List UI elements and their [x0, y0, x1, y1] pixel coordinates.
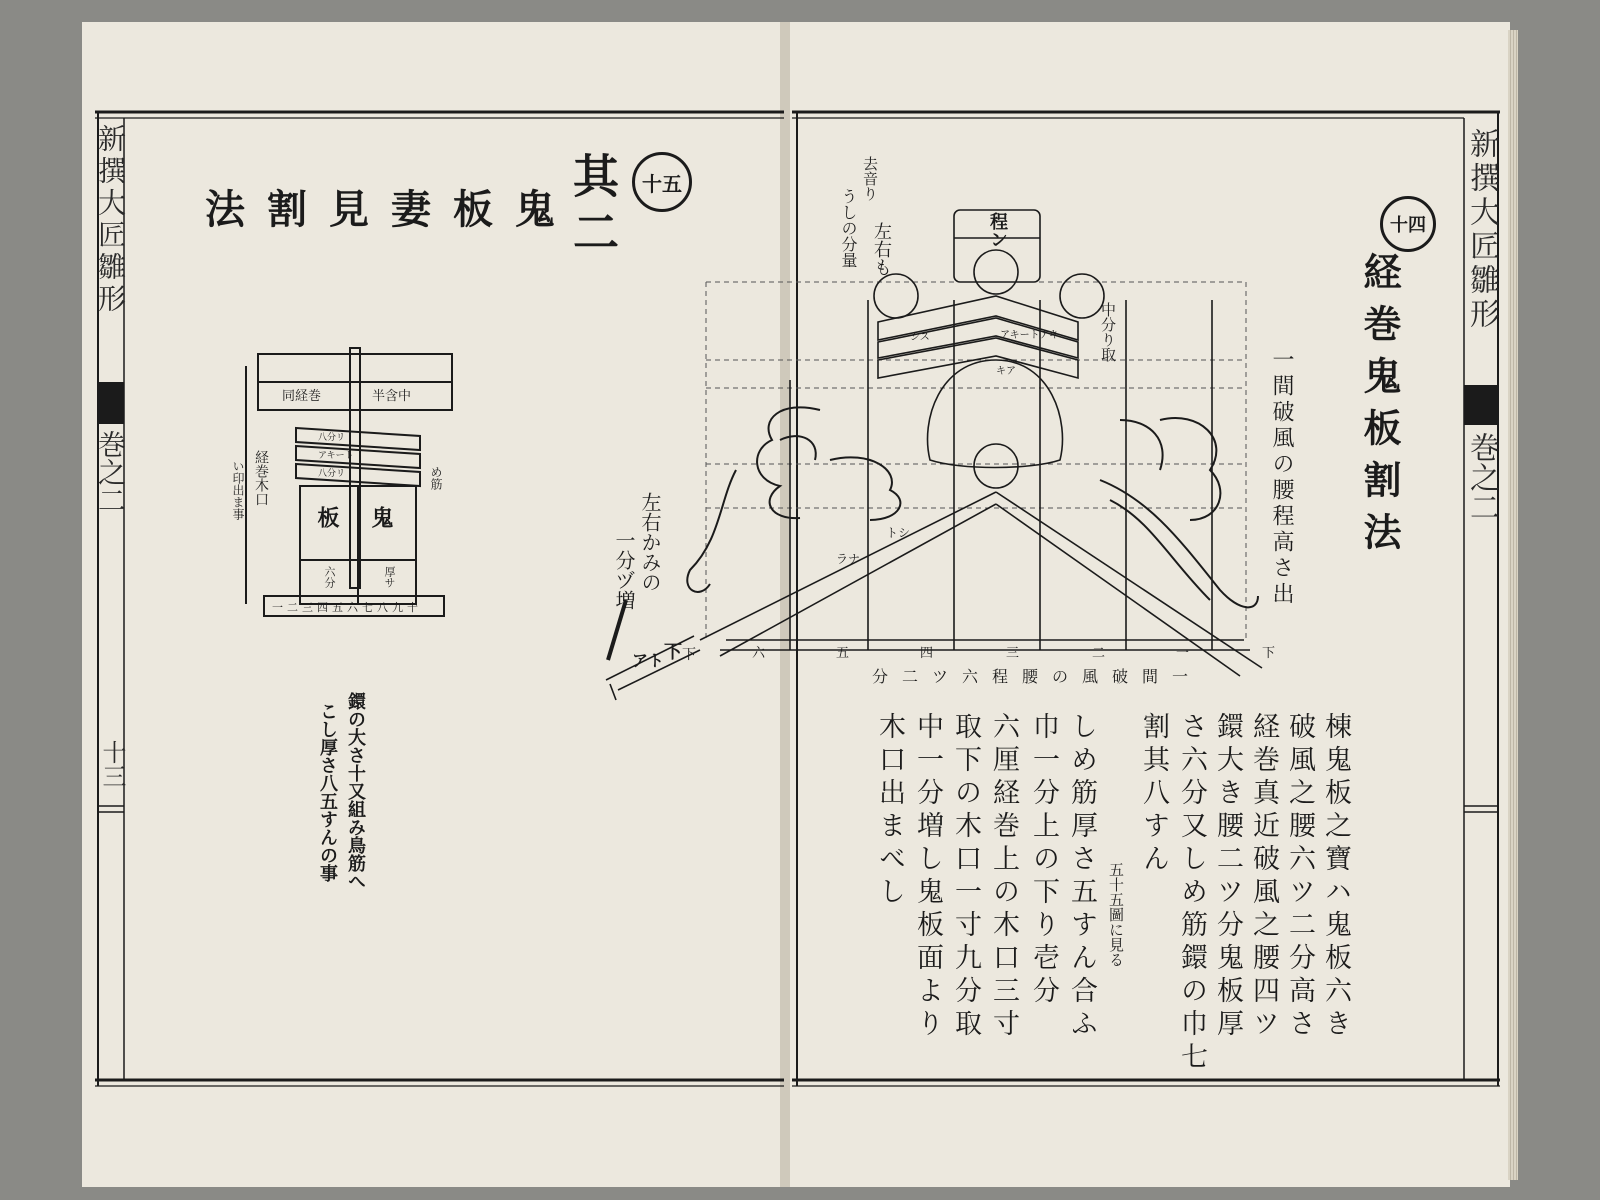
right-volume-label: 巻之二	[1464, 432, 1499, 522]
bottom-letter-6: 一	[1176, 646, 1190, 661]
left-title-line2: 鬼板妻見割法	[205, 186, 577, 233]
body-col-8: 巾一分上の下り壱分	[1028, 712, 1059, 1009]
top-note-line3: うしの分量	[839, 188, 858, 268]
diagram-label-top-left: 巻経同	[282, 389, 322, 404]
diagram-label-board-right: 鬼	[368, 506, 394, 528]
bottom-letter-4: 三	[1006, 646, 1020, 661]
top-note-line1: 去音り	[861, 156, 879, 201]
band-label-3: キア	[996, 366, 1016, 377]
body-col-3: 経巻真近破風之腰四ツ	[1248, 712, 1279, 1042]
note-bottom-line1: 鐶の大さ十又組み鳥筋へ	[345, 692, 366, 890]
diagram-side-note2: い印出ま事	[231, 460, 245, 520]
right-figure-number: 十四	[1380, 196, 1436, 252]
bottom-caption: 一間破風の腰程六ツ二分	[872, 667, 1203, 686]
body-col-7: しめ筋厚さ五すん合ふ	[1066, 712, 1097, 1042]
roof-label-1: トシ	[886, 526, 911, 540]
diagram-label-thickness: 厚サ	[383, 566, 396, 588]
body-paren-note: 五十五圖に見る	[1107, 862, 1125, 967]
diagram-label-six-fen: 六分	[323, 566, 336, 588]
body-col-12: 木口出まべし	[874, 712, 905, 910]
left-mark-1: 下	[664, 642, 682, 663]
bottom-letter-1: 六	[752, 646, 766, 661]
body-col-4: 鐶大き腰二ツ分鬼板厚	[1212, 712, 1243, 1042]
body-col-5: さ六分又しめ筋鐶の巾七	[1176, 712, 1207, 1075]
left-folio: 十三	[98, 740, 126, 788]
diagram-label-band-mid: トーキア	[318, 451, 354, 461]
diagram-side-note: 経巻木口	[253, 450, 269, 506]
bottom-letter-5: 二	[1092, 646, 1106, 661]
diagram-label-band-lower: リ分八	[318, 469, 346, 479]
top-note-line2: 左右も	[871, 222, 892, 276]
right-note-intake: 中分り取	[1099, 302, 1117, 362]
body-col-6: 割其八すん	[1138, 712, 1169, 877]
bottom-letter-3: 四	[920, 646, 934, 661]
left-volume-label: 巻之二	[94, 430, 127, 514]
left-mark-2: アト	[632, 651, 665, 670]
diagram-scale: 十九八七六五四三二一	[272, 601, 422, 614]
body-col-2: 破風之腰六ツ二分高さ	[1284, 712, 1315, 1042]
cell-label: 程ン	[987, 212, 1008, 248]
band-label-2: シス	[910, 332, 930, 343]
body-col-1: 棟鬼板之寶ハ鬼板六き	[1320, 712, 1351, 1042]
diagram-label-band-upper: リ分八	[318, 433, 346, 443]
body-col-10: 取下の木口一寸九分取	[950, 712, 981, 1042]
right-title: 経巻鬼板割法	[1357, 252, 1402, 564]
bottom-letter-0: 下	[1262, 646, 1276, 661]
left-title-line1: 其二	[566, 152, 620, 264]
body-col-9: 六厘経巻上の木口三寸	[988, 712, 1019, 1042]
note-increase-line2: 一分ヅ増	[612, 530, 636, 610]
diagram-label-top-right: 中含半	[372, 389, 412, 404]
diagram-right-mark: め筋	[429, 466, 443, 490]
band-label-1: キアトーキア	[1000, 330, 1059, 341]
left-running-title: 新撰大匠雛形	[94, 124, 127, 316]
note-bottom-line2: こし厚さ八五すんの事	[317, 702, 338, 882]
bottom-letter-2: 五	[836, 646, 850, 661]
right-running-title: 新撰大匠雛形	[1464, 128, 1499, 332]
diagram-label-board-left: 板	[314, 506, 340, 528]
right-side-caption: 一間破風の腰程高さ出	[1269, 348, 1294, 608]
roof-label-2: ラナ	[836, 552, 861, 566]
note-increase-line1: 左右かみの	[638, 492, 662, 592]
left-figure-number: 十五	[632, 152, 692, 212]
bottom-letter-7: 下	[682, 647, 696, 663]
body-col-11: 中一分増し鬼板面より	[912, 712, 943, 1042]
